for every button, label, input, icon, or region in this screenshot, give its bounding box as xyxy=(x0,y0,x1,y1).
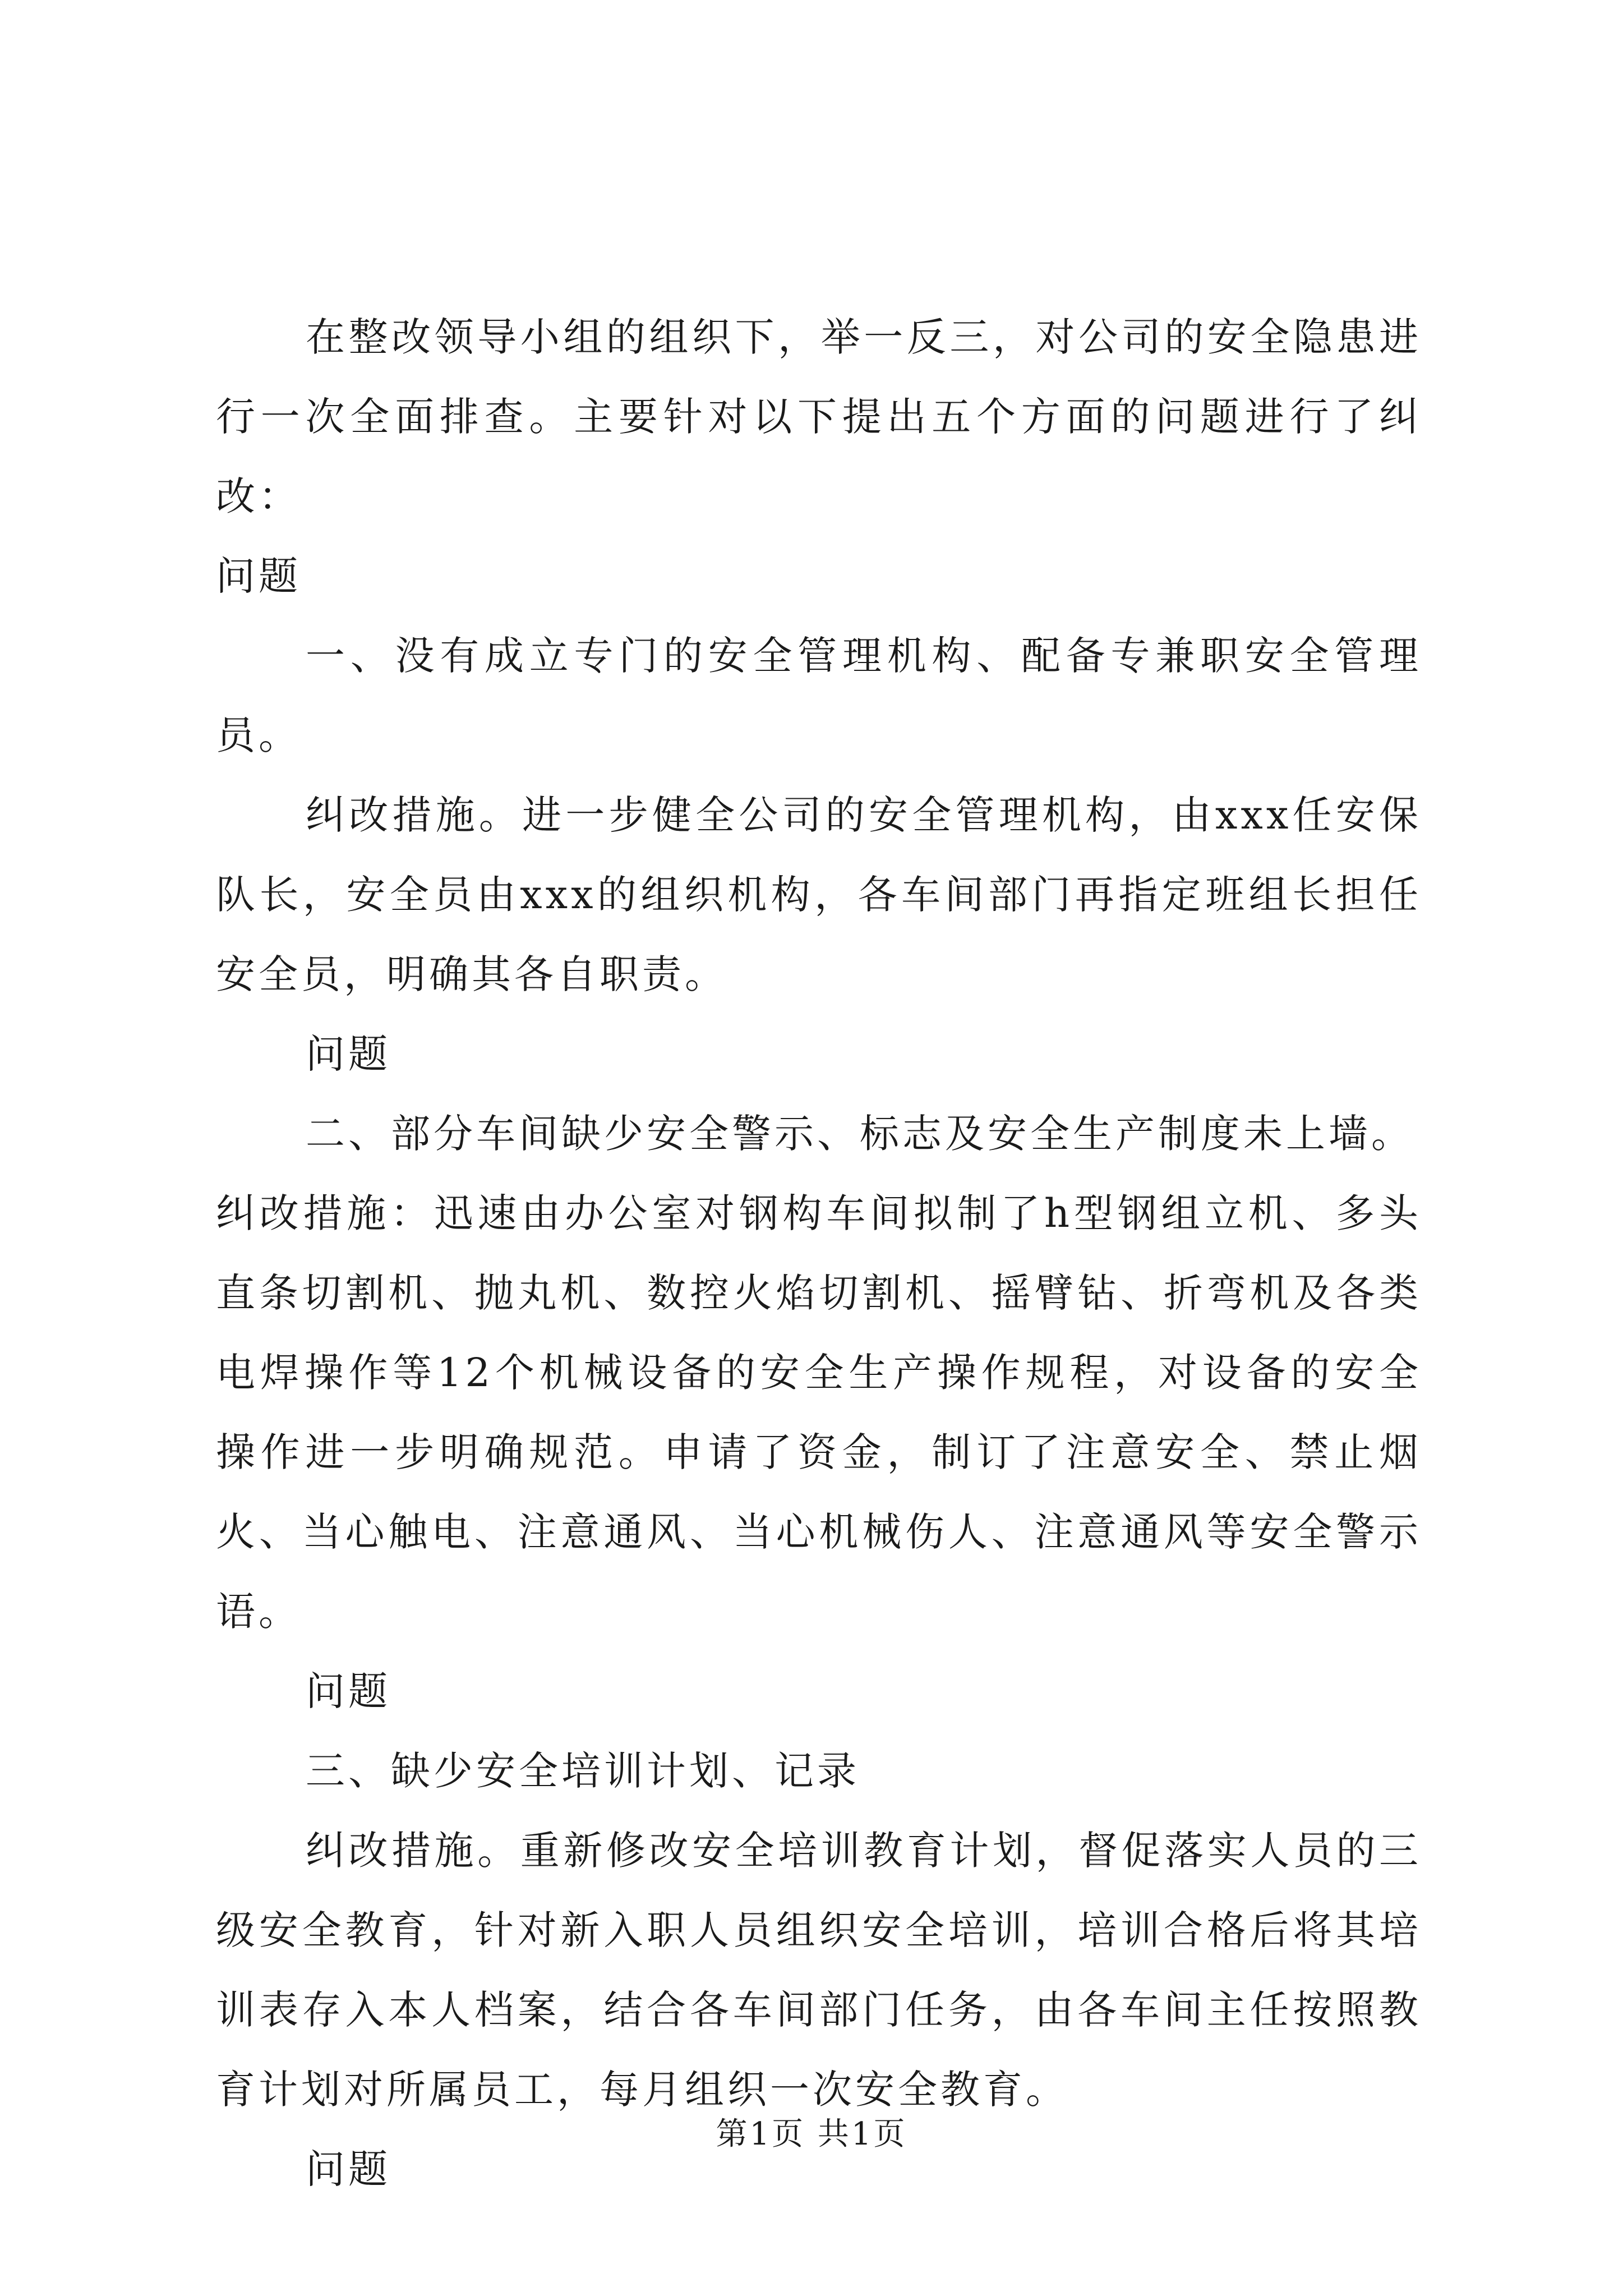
paragraph-issue-1: 一、没有成立专门的安全管理机构、配备专兼职安全管理员。 xyxy=(216,633,1422,758)
paragraph-intro: 在整改领导小组的组织下，举一反三，对公司的安全隐患进行一次全面排查。主要针对以下提出五个方面的问题进行了纠改： xyxy=(216,314,1422,519)
paragraph-issue-heading: 问题 xyxy=(306,1668,391,1714)
paragraph-issue-2: 二、部分车间缺少安全警示、标志及安全生产制度未上墙。 xyxy=(306,1111,1414,1157)
paragraph-measure-1: 纠改措施。进一步健全公司的安全管理机构，由xxx任安保队长，安全员由xxx的组织机构，各车间部门再指定班组长担任安全员，明确其各自职责。 xyxy=(216,792,1422,997)
paragraph-measure-2: 纠改措施：迅速由办公室对钢构车间拟制了h型钢组立机、多头直条切割机、抛丸机、数控火焰切割机、摇臂钻、折弯机及各类电焊操作等12个机械设备的安全生产操作规程，对设备的安全操作进一步明确规范。申请了资金，制订了注意安全、禁止烟火、当心触电、注意通风、当心机械伤人、注意通风等安全警示语。 xyxy=(216,1190,1422,1635)
page-footer: 第1页 共1页 xyxy=(716,2116,907,2152)
paragraph-measure-3: 纠改措施。重新修改安全培训教育计划，督促落实人员的三级安全教育，针对新入职人员组织安全培训，培训合格后将其培训表存入本人档案，结合各车间部门任务，由各车间主任按照教育计划对所属员工，每月组织一次安全教育。 xyxy=(216,1828,1422,2113)
paragraph-issue-heading: 问题 xyxy=(306,2146,391,2192)
document-body xyxy=(216,297,1422,2209)
paragraph-issue-heading: 问题 xyxy=(306,1031,391,1077)
paragraph-issue-3: 三、缺少安全培训计划、记录 xyxy=(306,1748,860,1794)
paragraph-issue-heading: 问题 xyxy=(216,553,301,599)
